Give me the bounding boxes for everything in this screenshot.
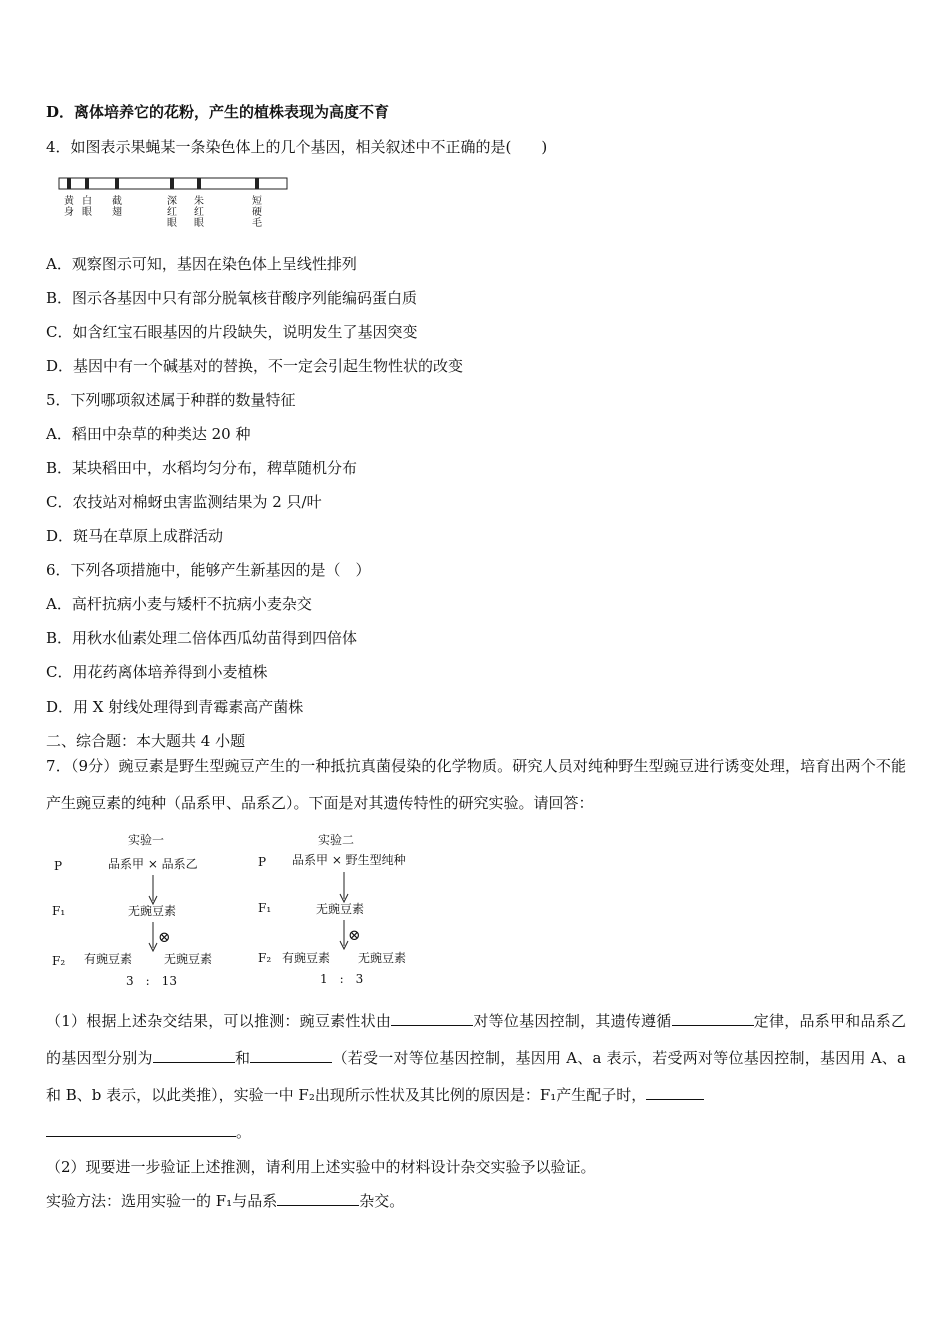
exp1-f1-label: F₁ (52, 904, 66, 918)
q7-experiment-method: 实验方法：选用实验一的 F₁与品系 杂交。 (46, 1192, 405, 1210)
exp1-f2-label: F₂ (52, 954, 66, 968)
exp1-f2-without: 无豌豆素 (164, 952, 213, 966)
exp1-self-cross-icon: ⊗ (158, 928, 171, 946)
exp1-title: 实验一 (128, 833, 165, 847)
exp2-f2-label: F₂ (258, 951, 272, 965)
gene-label-vermilion-eye: 朱 (194, 196, 204, 207)
q5-option-a: A．稻田中杂草的种类达 20 种 (46, 425, 251, 443)
svg-text:眼: 眼 (82, 207, 92, 218)
q4-option-b: B．图示各基因中只有部分脱氧核苷酸序列能编码蛋白质 (46, 289, 418, 307)
q4-stem: 4．如图表示果蝇某一条染色体上的几个基因，相关叙述中不正确的是( ) (46, 138, 548, 156)
chromosome-diagram (58, 174, 290, 232)
q6-stem: 6．下列各项措施中，能够产生新基因的是（ ） (46, 561, 371, 579)
experiment-1-diagram (50, 828, 240, 990)
q6-option-b: B．用秋水仙素处理二倍体西瓜幼苗得到四倍体 (46, 629, 358, 647)
gene-label-cut-wing: 截 (112, 196, 122, 207)
q6-option-c: C．用花药离体培养得到小麦植株 (46, 663, 268, 681)
answer-blank[interactable] (646, 1085, 704, 1100)
gene-label-dark-red-eye: 深 (167, 196, 177, 207)
exp2-f1: 无豌豆素 (316, 902, 365, 916)
q5-option-d: D．斑马在草原上成群活动 (46, 527, 224, 545)
q5-option-c: C．农技站对棉蚜虫害监测结果为 2 只/叶 (46, 493, 322, 511)
gene-label-white-eye: 白 (82, 196, 92, 207)
answer-blank[interactable] (277, 1191, 359, 1206)
exp2-ratio: 1 : 3 (320, 972, 364, 986)
exp2-self-cross-icon: ⊗ (348, 926, 361, 944)
exp2-cross: 品系甲 × 野生型纯种 (292, 853, 406, 867)
svg-text:翅: 翅 (112, 207, 122, 218)
q4-option-a: A．观察图示可知，基因在染色体上呈线性排列 (46, 255, 357, 273)
svg-text:身: 身 (64, 207, 74, 218)
svg-text:眼: 眼 (167, 218, 177, 229)
exp1-cross: 品系甲 × 品系乙 (108, 857, 198, 871)
answer-blank[interactable] (250, 1048, 332, 1063)
q3-option-d: D．离体培养它的花粉，产生的植株表现为高度不育 (46, 103, 390, 121)
exp1-p-label: P (54, 859, 63, 873)
q7-stem: 7．（9分）豌豆素是野生型豌豆产生的一种抵抗真菌侵染的化学物质。研究人员对纯种野生型豌豆进行诱变处理，培育出两个不能产生豌豆素的纯种（品系甲、品系乙）。下面是对其遗传特性的研究实验。请回答： (46, 757, 906, 812)
svg-text:红: 红 (167, 207, 177, 218)
q5-stem: 5．下列哪项叙述属于种群的数量特征 (46, 391, 296, 409)
answer-blank[interactable] (672, 1011, 754, 1026)
exp2-title: 实验二 (318, 833, 355, 847)
q5-option-b: B．某块稻田中，水稻均匀分布，稗草随机分布 (46, 459, 358, 477)
answer-blank[interactable] (153, 1048, 235, 1063)
exp2-f1-label: F₁ (258, 901, 272, 915)
q6-option-d: D．用 X 射线处理得到青霉素高产菌株 (46, 698, 304, 716)
exp2-p-label: P (258, 855, 267, 869)
q6-option-a: A．高杆抗病小麦与矮杆不抗病小麦杂交 (46, 595, 312, 613)
svg-text:眼: 眼 (194, 218, 204, 229)
section-2-heading: 二、综合题：本大题共 4 小题 (46, 732, 246, 750)
q7-part-2: （2）现要进一步验证上述推测，请利用上述实验中的材料设计杂交实验予以验证。 (46, 1158, 596, 1176)
svg-text:硬: 硬 (252, 207, 262, 218)
answer-blank[interactable] (391, 1011, 473, 1026)
q4-option-c: C．如含红宝石眼基因的片段缺失，说明发生了基因突变 (46, 323, 418, 341)
svg-text:红: 红 (194, 207, 204, 218)
q7-part-1: （1）根据上述杂交结果，可以推测：豌豆素性状由 对等位基因控制，其遗传遵循 定律，品系甲和品系乙的基因型分别为 和 （若受一对等位基因控制，基因用 A、a 表示，若受两对等位基因控制，基因用 A、a 和 B、b 表示，以此类推），实验一中 F₂出现所示性状及其比例的原因是：F₁产生配子时， 。 (46, 1012, 906, 1141)
q4-option-d: D．基因中有一个碱基对的替换，不一定会引起生物性状的改变 (46, 357, 464, 375)
svg-text:毛: 毛 (252, 218, 262, 229)
exp2-f2-with: 有豌豆素 (282, 951, 331, 965)
exp1-ratio: 3 : 13 (126, 974, 177, 988)
gene-label-short-bristle: 短 (252, 196, 262, 207)
answer-blank[interactable] (46, 1122, 236, 1137)
experiment-2-diagram (256, 828, 436, 990)
gene-label-yellow-body: 黄 (64, 196, 74, 207)
exp1-f1: 无豌豆素 (128, 904, 177, 918)
exp1-f2-with: 有豌豆素 (84, 952, 133, 966)
exp2-f2-without: 无豌豆素 (358, 951, 407, 965)
